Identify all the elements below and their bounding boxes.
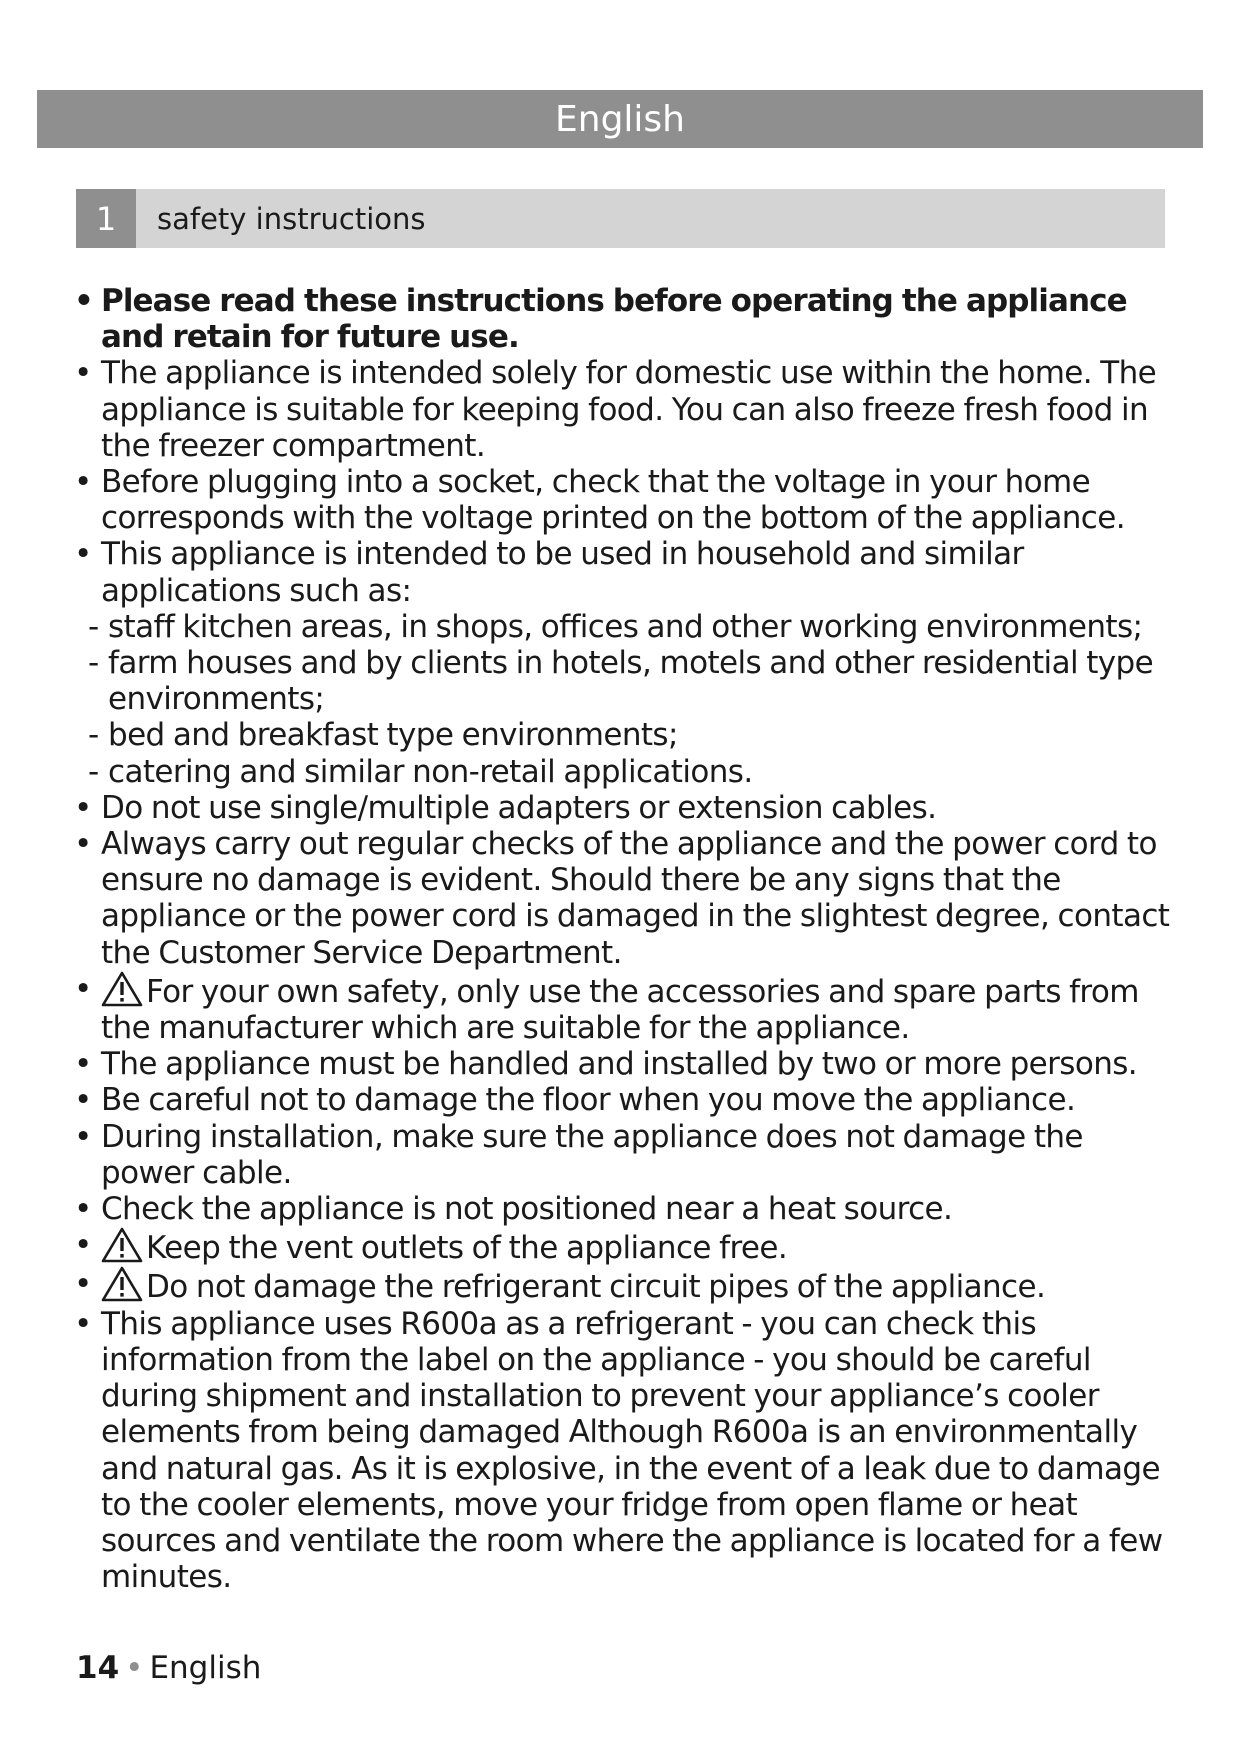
list-item <box>74 790 1174 826</box>
sub-list-item <box>74 717 1174 753</box>
item-text: catering and similar non-retail applications. <box>108 753 753 790</box>
item-text: Do not use single/multiple adapters or extension cables. <box>101 789 937 826</box>
list-item <box>74 826 1174 971</box>
list-item <box>74 1266 1174 1305</box>
item-text: Before plugging into a socket, check that the voltage in your home corresponds with the voltage printed on the bottom of the appliance. <box>101 464 1125 537</box>
language-title: English <box>555 98 685 140</box>
dash-marker: - <box>88 753 99 790</box>
item-text: farm houses and by clients in hotels, motels and other residential type environments; <box>108 645 1154 718</box>
list-item <box>74 283 1174 355</box>
section-title: safety instructions <box>157 201 426 236</box>
bullet-marker: • <box>74 536 92 573</box>
list-item <box>74 1191 1174 1227</box>
dash-marker: - <box>88 608 99 645</box>
bullet-marker: • <box>74 1227 92 1264</box>
item-text: The appliance must be handled and installed by two or more persons. <box>101 1046 1138 1083</box>
list-item <box>74 1306 1174 1596</box>
item-text: Always carry out regular checks of the appliance and the power cord to ensure no damage is evident. Should there be any signs that the appliance or the power cord is damaged in the slightest degree, contact the Customer Service Department. <box>101 826 1170 971</box>
bullet-marker: • <box>74 1305 92 1342</box>
item-text: This appliance is intended to be used in household and similar applications such as: <box>101 536 1024 609</box>
list-item <box>74 1082 1174 1118</box>
item-text: staff kitchen areas, in shops, offices and other working environments; <box>108 608 1143 645</box>
item-text: Be careful not to damage the floor when you move the appliance. <box>101 1082 1076 1119</box>
item-text: Keep the vent outlets of the appliance free. <box>146 1230 788 1267</box>
warning-triangle-icon <box>101 971 143 1007</box>
instruction-list <box>74 283 1174 1595</box>
dash-marker: - <box>88 717 99 754</box>
bullet-marker: • <box>74 1266 92 1303</box>
page-number: 14 <box>76 1650 120 1686</box>
bullet-marker: • <box>74 1046 92 1083</box>
section-heading <box>76 189 1165 248</box>
list-item <box>74 1119 1174 1191</box>
bullet-marker: • <box>74 464 92 501</box>
list-item <box>74 1046 1174 1082</box>
bullet-marker: • <box>74 970 92 1007</box>
warning-triangle-icon <box>101 1227 143 1263</box>
list-item <box>74 464 1174 536</box>
list-item <box>74 355 1174 464</box>
item-text: This appliance uses R600a as a refrigerant - you can check this information from the label on the appliance - you should be careful during shipment and installation to prevent your appliance’s cooler elements from being damaged Although R600a is an environmentally and natural gas. As it is explosive, in the event of a leak due to damage to the cooler elements, move your fridge from open flame or heat sources and ventilate the room where the appliance is located for a few minutes. <box>101 1305 1163 1596</box>
item-text: bed and breakfast type environments; <box>108 717 678 754</box>
list-item <box>74 536 1174 608</box>
page-footer <box>76 1650 261 1686</box>
bullet-marker: • <box>74 355 92 392</box>
sub-list-item <box>74 645 1174 717</box>
sub-list-item <box>74 754 1174 790</box>
bullet-marker: • <box>74 1118 92 1155</box>
item-text: The appliance is intended solely for domestic use within the home. The appliance is suitable for keeping food. You can also freeze fresh food in the freezer compartment. <box>101 355 1157 464</box>
language-header <box>37 90 1203 148</box>
bullet-marker: • <box>74 826 92 863</box>
item-text: Please read these instructions before operating the appliance and retain for future use. <box>101 283 1127 356</box>
list-item <box>74 971 1174 1046</box>
footer-separator: • <box>125 1650 144 1686</box>
sub-list-item <box>74 609 1174 645</box>
warning-triangle-icon <box>101 1266 143 1302</box>
item-text: For your own safety, only use the accessories and spare parts from the manufacturer which are suitable for the appliance. <box>101 973 1139 1047</box>
bullet-marker: • <box>74 283 93 319</box>
item-text: During installation, make sure the appliance does not damage the power cable. <box>101 1118 1083 1191</box>
item-text: Check the appliance is not positioned near a heat source. <box>101 1191 953 1228</box>
bullet-marker: • <box>74 789 92 826</box>
item-text: Do not damage the refrigerant circuit pipes of the appliance. <box>146 1269 1046 1306</box>
list-item <box>74 1227 1174 1266</box>
bullet-marker: • <box>74 1082 92 1119</box>
bullet-marker: • <box>74 1191 92 1228</box>
dash-marker: - <box>88 645 99 682</box>
footer-language: English <box>149 1650 262 1686</box>
section-number: 1 <box>76 189 136 248</box>
